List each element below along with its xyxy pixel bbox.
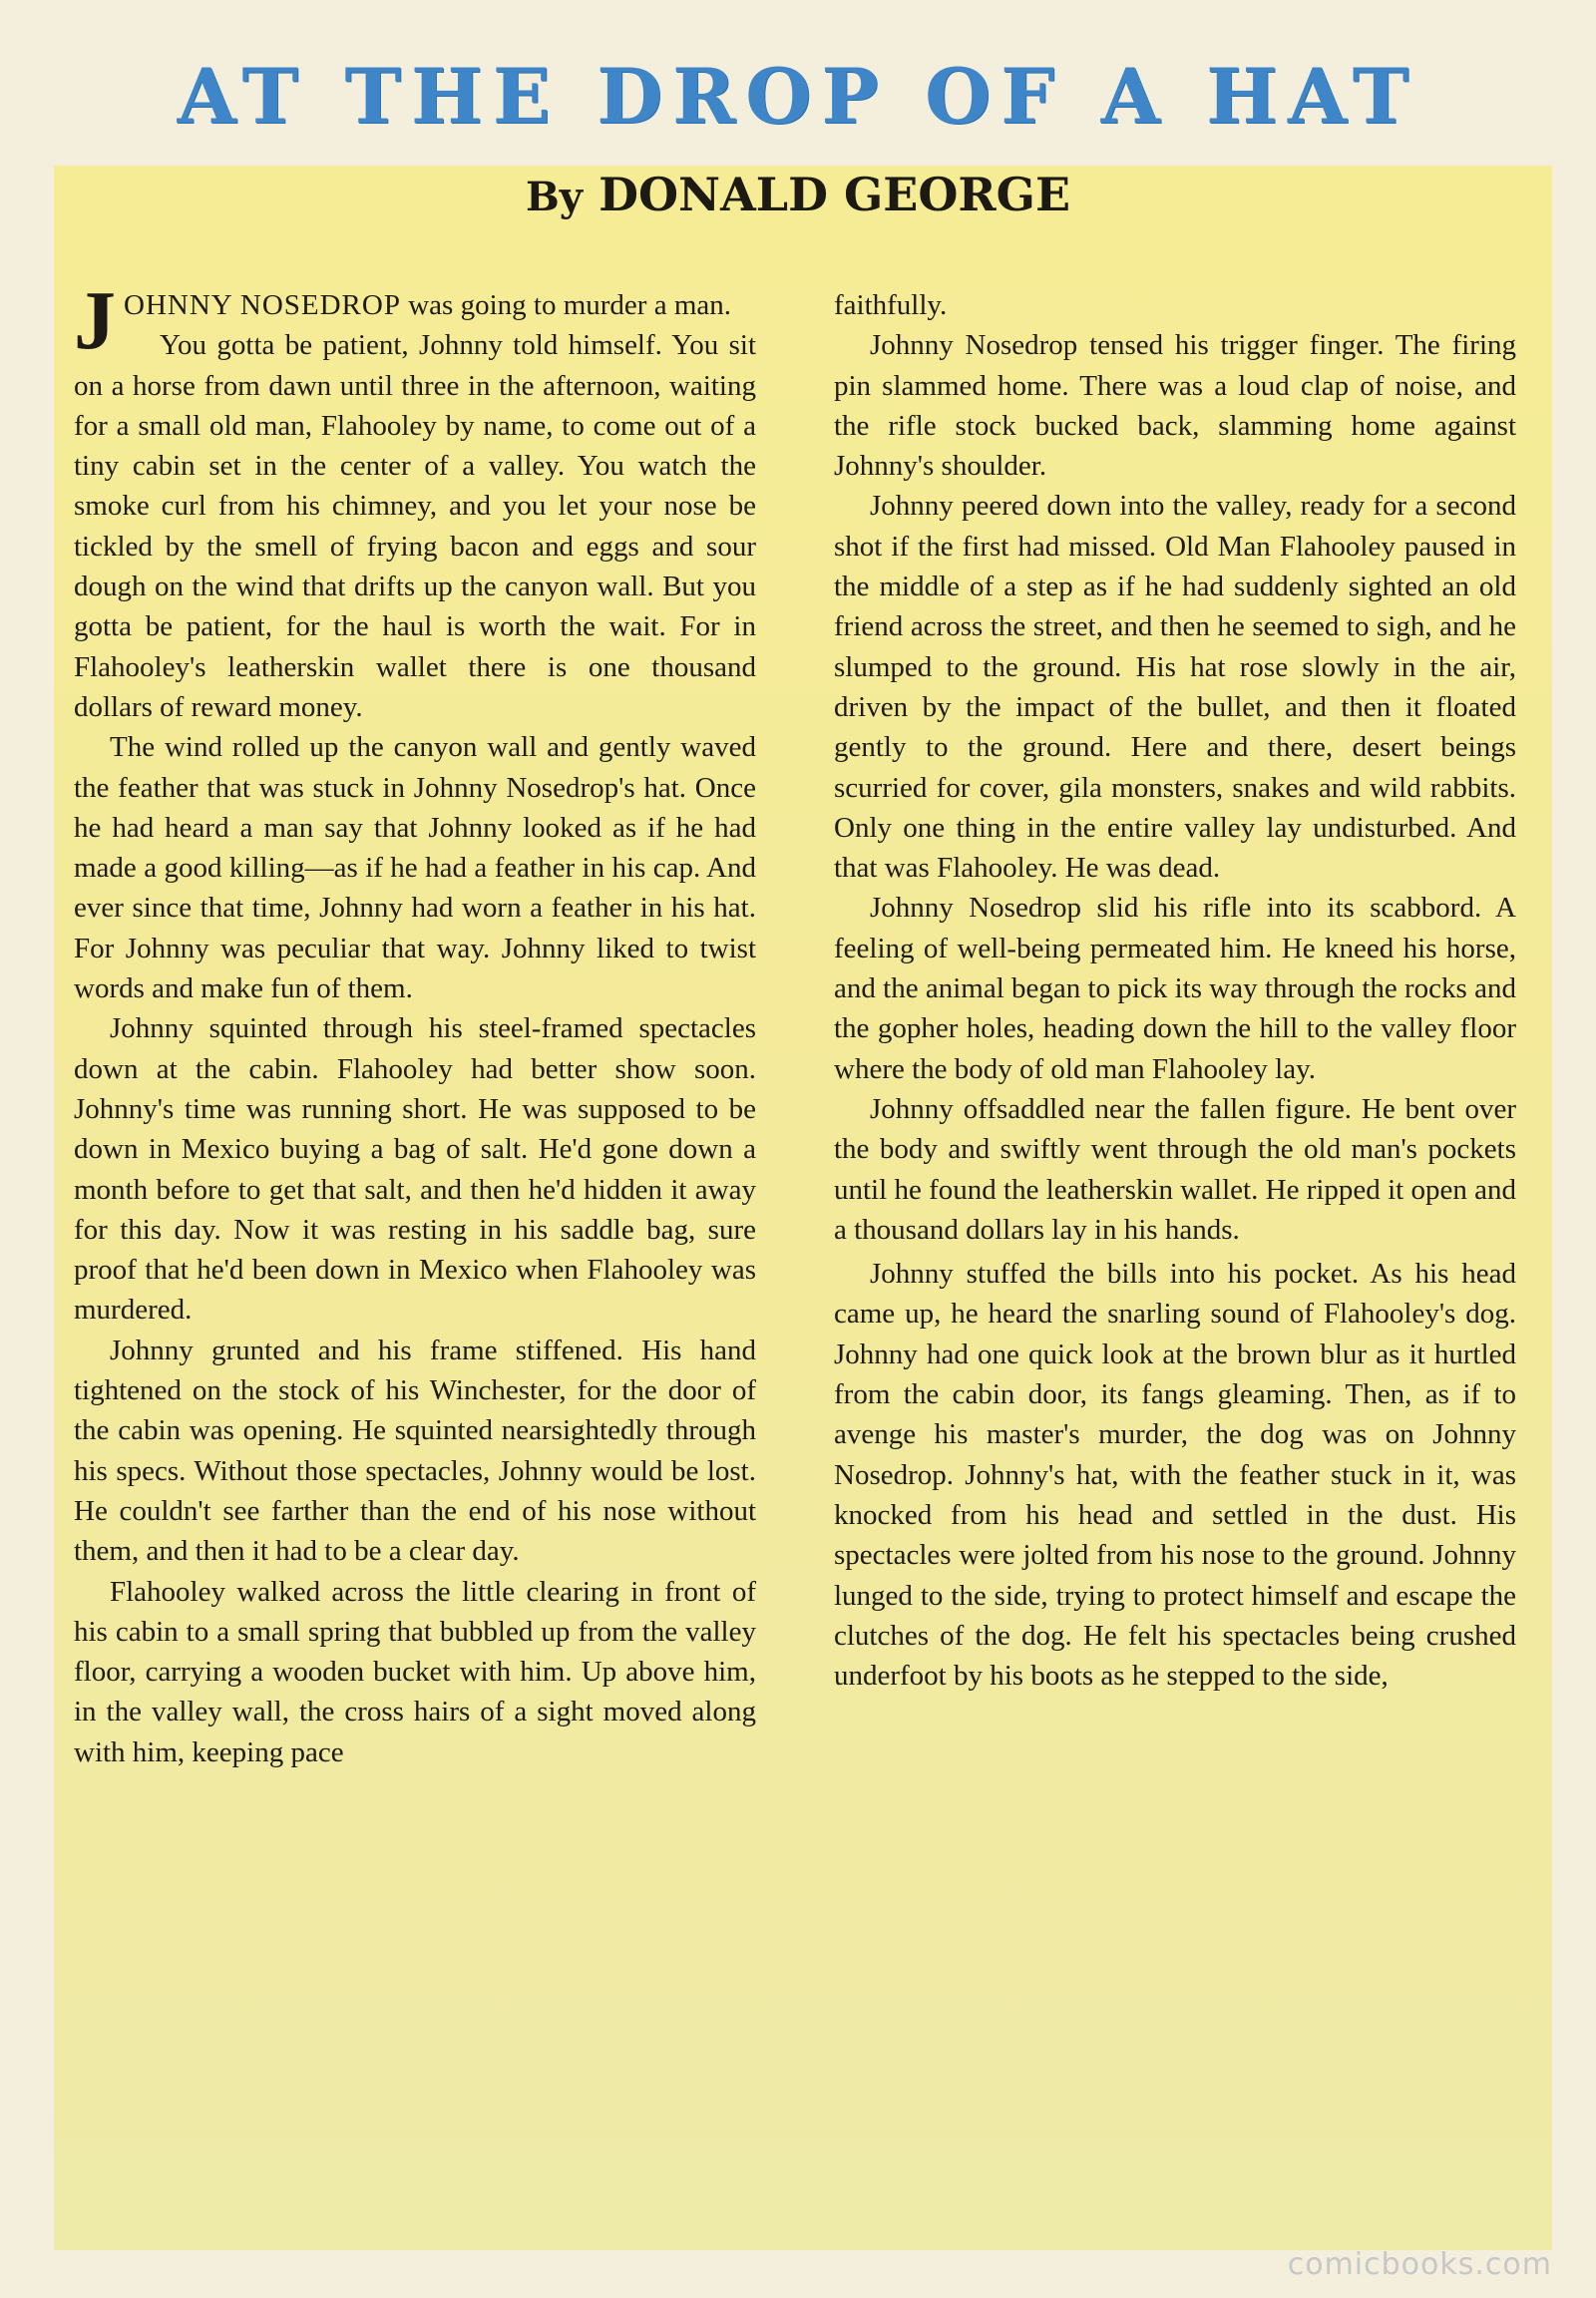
continued-text: faithfully. — [834, 289, 948, 321]
paragraph: Johnny offsaddled near the fallen figure. He bent over the body and swiftly went through the old man's pockets until he found the leatherskin wallet. He ripped it open and a thousand dollars lay in his hands. — [834, 1092, 1516, 1246]
paragraph: Johnny grunted and his frame stiffened. His hand tightened on the stock of his Winchester, for the door of the cabin was opening. He squinted nearsightedly through his specs. Without those spectacles, Johnny would be lost. He couldn't see farther than the end of his nose without them, and then it had to be a clear day. — [74, 1334, 756, 1568]
byline-by: By — [525, 174, 584, 220]
paragraph: The wind rolled up the canyon wall and gently waved the feather that was stuck in Johnny Nosedrop's hat. Once he had heard a man say that Johnny looked as if he had made a good killing—as if he had a feather in his cap. And ever since that time, Johnny had worn a feather in his hat. For Johnny was peculiar that way. Johnny liked to twist words and make fun of them. — [74, 731, 756, 1005]
paragraph: Johnny peered down into the valley, ready for a second shot if the first had missed. Old Man Flahooley paused in the middle of a step as if he had suddenly sighted an old friend across the street, and then he seemed to sigh, and he slumped to the ground. His hat rose slowly in the air, driven by the impact of the bullet, and then it floated gently to the ground. Here and there, desert beings scurried for cover, gila monsters, snakes and wild rabbits. Only one thing in the entire valley lay undisturbed. And that was Flahooley. He was dead. — [834, 490, 1516, 885]
paragraph: Johnny squinted through his steel-framed spectacles down at the cabin. Flahooley had better show soon. Johnny's time was running short. He was supposed to be down in Mexico buying a bag of salt. He'd gone down a month before to get that salt, and then he'd hidden it away for this day. Now it was resting in his saddle bag, sure proof that he'd been down in Mexico when Flahooley was murdered. — [74, 1012, 756, 1327]
drop-cap: J — [74, 274, 116, 367]
paragraph: Flahooley walked across the little clearing in front of his cabin to a small spring that bubbled up from the valley floor, carrying a wooden bucket with him. Up above him, in the valley wall, the cross hairs of a sight moved along with him, keeping pace — [74, 1575, 756, 1768]
paragraph: Johnny Nosedrop slid his rifle into its scabbord. A feeling of well-being permeated him. He kneed his horse, and the animal began to pick its way through the rocks and the gopher holes, heading down the hill to the valley floor where the body of old man Flahooley lay. — [834, 892, 1516, 1085]
left-column — [74, 274, 756, 1772]
paragraph: You gotta be patient, Johnny told himself. You sit on a horse from dawn until three in the afternoon, waiting for a small old man, Flahooley by name, to come out of a tiny cabin set in the center of a valley. You watch the smoke curl from his chimney, and you let your nose be tickled by the smell of frying bacon and eggs and sour dough on the wind that drifts up the canyon wall. But you gotta be patient, for the haul is worth the wait. For in Flahooley's leatherskin wallet there is one thousand dollars of reward money. — [74, 329, 756, 723]
lead-rest: was going to murder a man. — [400, 289, 731, 321]
right-column — [834, 285, 1516, 1696]
paragraph: Johnny stuffed the bills into his pocket. As his head came up, he heard the snarling sound of Flahooley's dog. Johnny had one quick look at the brown blur as it hurtled from the cabin door, its fangs gleaming. Then, as if to avenge his master's murder, the dog was on Johnny Nosedrop. Johnny's hat, with the feather stuck in it, was knocked from his head and settled in the dust. His spectacles were jolted from his nose to the ground. Johnny lunged to the side, trying to protect himself and escape the clutches of the dog. He felt his spectacles being crushed underfoot by his boots as he stepped to the side, — [834, 1258, 1516, 1693]
byline — [0, 168, 1596, 221]
paragraph: Johnny Nosedrop tensed his trigger finger. The firing pin slammed home. There was a loud clap of noise, and the rifle stock bucked back, slamming home against Johnny's shoulder. — [834, 329, 1516, 483]
lead-paragraph — [74, 274, 756, 367]
story-title: AT THE DROP OF A HAT — [177, 52, 1419, 141]
watermark: comicbooks.com — [1287, 2247, 1552, 2282]
lead-caps: OHNNY NOSEDROP — [124, 289, 401, 321]
byline-author: DONALD GEORGE — [598, 168, 1070, 221]
